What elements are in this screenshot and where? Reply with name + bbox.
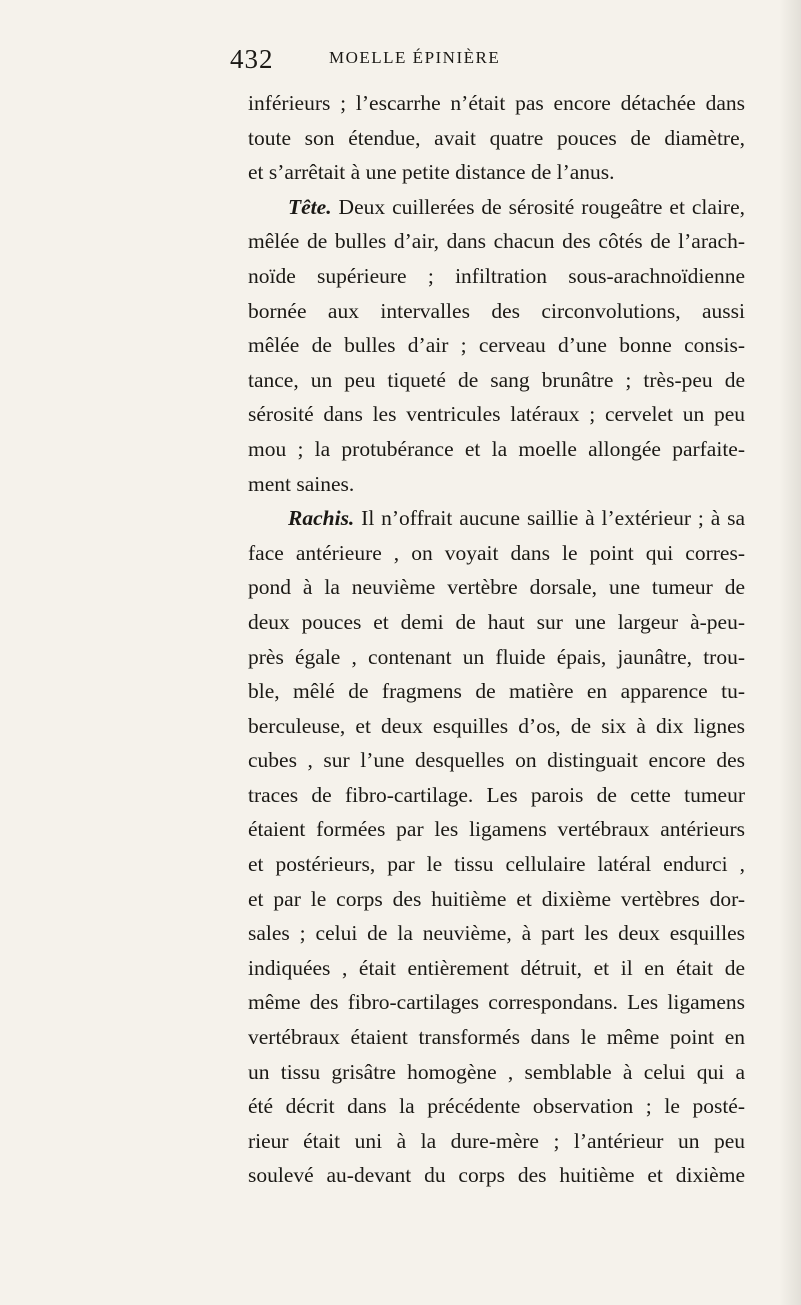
text-line xyxy=(248,467,745,502)
text-line xyxy=(248,882,745,917)
text-line xyxy=(248,847,745,882)
text-line xyxy=(248,605,745,640)
line-text: indiquées , était entièrement détruit, et il en était de xyxy=(248,955,745,980)
page-edge-shadow xyxy=(779,0,801,1305)
text-line xyxy=(248,432,745,467)
line-text: pond à la neuvième vertèbre dorsale, une tumeur de xyxy=(248,575,745,600)
running-head: MOELLE ÉPINIÈRE xyxy=(329,48,501,67)
line-text: Deux cuillerées de sérosité rougeâtre et claire, xyxy=(331,194,745,219)
line-text: cubes , sur l’une desquelles on distinguait encore des xyxy=(248,748,745,773)
text-line xyxy=(248,86,745,121)
text-line xyxy=(248,1055,745,1090)
line-text: et par le corps des huitième et dixième vertèbres dor- xyxy=(248,886,745,911)
line-text: étaient formées par les ligamens vertébraux antérieurs xyxy=(248,817,745,842)
page-number: 432 xyxy=(230,44,274,74)
line-text: face antérieure , on voyait dans le point qui corres- xyxy=(248,540,745,565)
line-text: même des fibro-cartilages correspondans. Les ligamens xyxy=(248,990,745,1015)
text-line xyxy=(248,397,745,432)
text-line xyxy=(248,985,745,1020)
text-line xyxy=(248,674,745,709)
line-text: et s’arrêtait à une petite distance de l’anus. xyxy=(248,160,615,185)
line-text: noïde supérieure ; infiltration sous-arachnoïdienne xyxy=(248,263,745,288)
line-text: mou ; la protubérance et la moelle allongée parfaite- xyxy=(248,436,745,461)
line-text: vertébraux étaient transformés dans le même point en xyxy=(248,1025,745,1050)
text-line xyxy=(248,294,745,329)
text-line xyxy=(248,709,745,744)
line-text: ment saines. xyxy=(248,471,355,496)
line-text: été décrit dans la précédente observation ; le posté- xyxy=(248,1094,745,1119)
text-line xyxy=(248,501,745,536)
line-text: sérosité dans les ventricules latéraux ; cervelet un peu xyxy=(248,402,745,427)
line-text: tance, un peu tiqueté de sang brunâtre ; très-peu de xyxy=(248,367,745,392)
line-text: rieur était uni à la dure-mère ; l’antérieur un peu xyxy=(248,1128,745,1153)
section-label: Rachis. xyxy=(288,506,355,531)
text-line xyxy=(248,951,745,986)
text-line xyxy=(248,916,745,951)
text-line xyxy=(248,570,745,605)
text-line xyxy=(248,155,745,190)
text-line xyxy=(248,536,745,571)
text-line xyxy=(248,121,745,156)
line-text: bornée aux intervalles des circonvolutions, aussi xyxy=(248,298,745,323)
text-line xyxy=(248,1158,745,1193)
text-line xyxy=(248,190,745,225)
line-text: berculeuse, et deux esquilles d’os, de six à dix lignes xyxy=(248,713,745,738)
line-text: près égale , contenant un fluide épais, jaunâtre, trou- xyxy=(248,644,745,669)
text-line xyxy=(248,328,745,363)
text-line xyxy=(248,640,745,675)
line-text: mêlée de bulles d’air, dans chacun des côtés de l’arach- xyxy=(248,229,745,254)
text-line xyxy=(248,1020,745,1055)
line-text: deux pouces et demi de haut sur une largeur à-peu- xyxy=(248,609,745,634)
line-text: inférieurs ; l’escarrhe n’était pas encore détachée dans xyxy=(248,91,745,115)
line-text: Il n’offrait aucune saillie à l’extérieur ; à sa xyxy=(354,506,745,531)
line-text: sales ; celui de la neuvième, à part les deux esquilles xyxy=(248,921,745,946)
text-line xyxy=(248,778,745,813)
text-line xyxy=(248,743,745,778)
line-text: un tissu grisâtre homogène , semblable à celui qui a xyxy=(248,1059,745,1084)
section-label: Tête. xyxy=(288,194,332,219)
line-text: et postérieurs, par le tissu cellulaire latéral endurci , xyxy=(248,852,745,877)
line-text: soulevé au-devant du corps des huitième et dixième xyxy=(248,1163,745,1188)
text-line xyxy=(248,1089,745,1124)
line-text: toute son étendue, avait quatre pouces de diamètre, xyxy=(248,125,745,150)
text-line xyxy=(248,224,745,259)
line-text: mêlée de bulles d’air ; cerveau d’une bonne consis- xyxy=(248,333,745,358)
text-line xyxy=(248,259,745,294)
line-text: ble, mêlé de fragmens de matière en apparence tu- xyxy=(248,679,745,704)
text-line xyxy=(248,1124,745,1159)
text-line xyxy=(248,812,745,847)
page-header xyxy=(230,44,750,80)
text-line xyxy=(248,363,745,398)
line-text: traces de fibro-cartilage. Les parois de cette tumeur xyxy=(248,782,745,807)
body-text xyxy=(248,86,745,1193)
